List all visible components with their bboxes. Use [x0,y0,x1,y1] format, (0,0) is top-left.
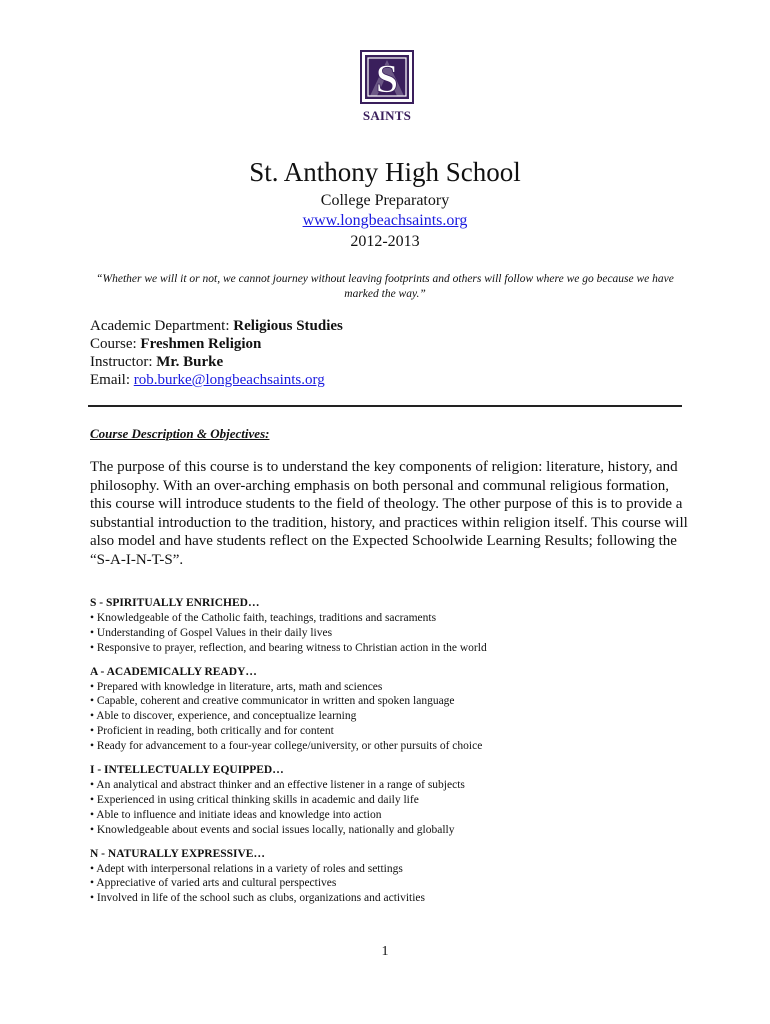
department-value: Religious Studies [233,318,343,334]
department-label: Academic Department: [90,318,234,334]
eslr-list-item: • Responsive to prayer, reflection, and bearing witness to Christian action in the world [90,641,487,654]
school-name: St. Anthony High School [249,157,521,187]
eslr-group-heading: A - ACADEMICALLY READY… [90,665,257,678]
school-logo [360,50,414,123]
department-line [90,317,343,335]
eslr-list-item: • Appreciative of varied arts and cultural perspectives [90,877,337,890]
eslr-group-heading: I - INTELLECTUALLY EQUIPPED… [90,764,284,777]
eslr-list-item: • Adept with interpersonal relations in a variety of roles and settings [90,862,403,875]
eslr-group [90,665,690,754]
horizontal-divider [88,405,682,407]
section-heading: Course Description & Objectives: [90,426,270,441]
eslr-group [90,847,690,907]
eslr-list-item: • Able to discover, experience, and conceptualize learning [90,710,357,723]
eslr-list-item: • An analytical and abstract thinker and an effective listener in a range of subjects [90,778,465,791]
email-label: Email: [90,372,134,388]
eslr-list-item: • Capable, coherent and creative communicator in written and spoken language [90,695,455,708]
school-year: 2012-2013 [350,233,420,250]
eslr-list-item: • Knowledgeable of the Catholic faith, teachings, traditions and sacraments [90,611,437,624]
course-description: The purpose of this course is to understand the key components of religion: literature, history, and philosophy. With an over-arching emphasis on both personal and communal religious formation, this course will introduce students to the field of theology. The other purpose of this is to provide a substantial introduction to the tradition, history, and practices within religion itself. This course will also model and have students reflect on the Expected Schoolwide Learning Results; following the “S-A-I-N-T-S”. [90,459,688,568]
eslr-group-heading: N - NATURALLY EXPRESSIVE… [90,847,265,860]
email-line [90,371,343,389]
course-info [90,317,343,389]
saints-shield-icon [360,50,412,102]
eslr-list-item: • Knowledgeable about events and social issues locally, nationally and globally [90,823,455,836]
eslr-group [90,596,690,656]
quote: “Whether we will it or not, we cannot journey without leaving footprints and others will follow where we go because we have marked the way.” [96,273,674,300]
eslr-list-item: • Ready for advancement to a four-year college/university, or other pursuits of choice [90,740,483,753]
instructor-line [90,353,343,371]
logo-text: SAINTS [362,108,412,123]
eslr-list-item: • Experienced in using critical thinking skills in academic and daily life [90,793,419,806]
eslr-list-item: • Involved in life of the school such as clubs, organizations and activities [90,892,425,905]
eslr-group-heading: S - SPIRITUALLY ENRICHED… [90,597,260,609]
page-number: 1 [381,944,389,959]
course-line [90,335,343,353]
instructor-label: Instructor: [90,354,157,370]
course-value: Freshmen Religion [140,336,262,352]
school-website-link[interactable]: www.longbeachsaints.org [302,212,468,229]
eslr-groups [90,596,690,915]
eslr-list-item: • Understanding of Gospel Values in their daily lives [90,626,333,639]
course-label: Course: [90,336,141,352]
eslr-list-item: • Proficient in reading, both critically and for content [90,725,334,738]
logo-letter: S [375,56,399,101]
school-subtitle: College Preparatory [320,192,450,209]
instructor-value: Mr. Burke [156,354,224,370]
eslr-list-item: • Able to influence and initiate ideas and knowledge into action [90,808,382,821]
eslr-group [90,763,690,838]
email-link[interactable]: rob.burke@longbeachsaints.org [133,372,325,388]
eslr-list-item: • Prepared with knowledge in literature, arts, math and sciences [90,680,383,693]
